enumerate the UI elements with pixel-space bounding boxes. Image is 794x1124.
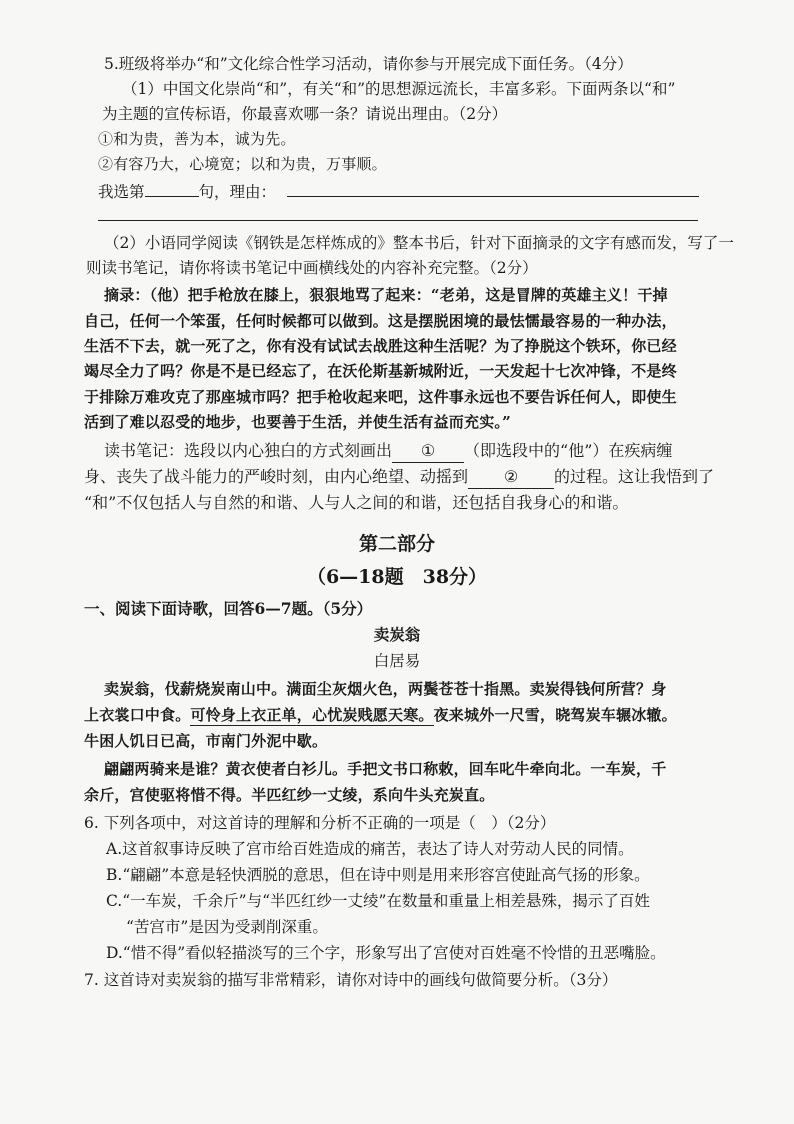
q5-sub1-line1: （1）中国文化崇尚“和”，有关“和”的思想源远流长，丰富多彩。下面两条以“和” [122, 80, 676, 98]
q5-option-1: ①和为贵，善为本，诚为先。 [98, 130, 296, 148]
part2-title: 第二部分 [358, 533, 435, 555]
note-text-d: 的过程。这让我悟到了 [554, 467, 715, 486]
q7-stem: 7. 这首诗对卖炭翁的描写非常精彩，请你对诗中的画线句做简要分析。（3分） [84, 971, 618, 989]
q5-choose-suffix: 句，理由： [198, 183, 277, 201]
section1-heading: 一、阅读下面诗歌，回答6—7题。（5分） [84, 599, 373, 618]
q5-sub2-line1: （2）小语同学阅读《钢铁是怎样炼成的》整本书后，针对下面摘录的文字有感而发，写了一 [104, 234, 734, 252]
excerpt-line-5: 于排除万难攻克了那座城市吗？把手枪收起来吧，这件事永远也不要告诉任何人，即使生 [84, 388, 677, 406]
poem-p1-line1: 卖炭翁，伐薪烧炭南山中。满面尘灰烟火色，两鬓苍苍十指黑。卖炭得钱何所营？身 [104, 680, 667, 698]
q5-sub1-line2: 为主题的宣传标语，你最喜欢哪一条？请说出理由。（2分） [102, 105, 508, 123]
poem-author: 白居易 [373, 652, 421, 670]
note-blank-1[interactable]: ① [392, 440, 464, 463]
q5-choose-row [98, 180, 276, 203]
note-text-a: 读书笔记：选段以内心独白的方式刻画出 [104, 441, 393, 460]
note-blank-2[interactable]: ② [468, 466, 554, 489]
poem-title: 卖炭翁 [373, 625, 421, 644]
poem-p1-line2 [84, 704, 677, 726]
poem-p2-line2: 余斤，宫使驱将惜不得。半匹红纱一丈绫，系向牛头充炭直。 [84, 786, 495, 804]
q5-sub2-line2: 则读书笔记，请你将读书笔记中画横线处的内容补充完整。（2分） [86, 259, 538, 277]
excerpt-line-3: 生活不下去，就一死了之，你有没有试试去战胜这种生活呢？为了挣脱这个铁环，你已经 [84, 337, 677, 355]
q5-reason-line-2[interactable] [98, 220, 698, 221]
q5-stem: 5.班级将举办“和”文化综合性学习活动，请你参与开展完成下面任务。（4分） [104, 55, 633, 73]
part2-subtitle: （6—18题 38分） [306, 566, 488, 588]
excerpt-line-2: 自己，任何一个笨蛋，任何时候都可以做到。这是摆脱困境的最怯懦最容易的一种办法， [84, 312, 677, 330]
reading-note-line-1 [104, 440, 672, 463]
excerpt-line-4: 竭尽全力了吗？你是不是已经忘了，在沃伦斯基新城附近，一天发起十七次冲锋，不是终 [84, 362, 677, 380]
note-text-c: 身、丧失了战斗能力的严峻时刻，由内心绝望、动摇到 [84, 467, 469, 486]
poem-p1-line2-end: 夜来城外一尺雪，晓驾炭车辗冰辙。 [433, 706, 677, 724]
q5-choice-blank[interactable] [145, 180, 199, 197]
reading-note-line-3: “和”不仅包括人与自然的和谐、人与人之间的和谐，还包括自我身心的和谐。 [84, 493, 629, 512]
note-text-b: （即选段中的“他”）在疾病缠 [464, 441, 673, 460]
q6-option-c-line2: “苦宫市”是因为受剥削深重。 [126, 918, 328, 936]
q5-reason-line-1[interactable] [287, 196, 699, 197]
poem-p1-line2-start: 上衣裳口中食。 [84, 706, 191, 724]
q5-choose-prefix: 我选第 [98, 183, 145, 201]
q5-option-2: ②有容乃大，心境宽；以和为贵，万事顺。 [98, 155, 387, 173]
poem-p1-line3: 牛困人饥日已高，市南门外泥中歇。 [84, 732, 328, 750]
excerpt-line-6: 活到了难以忍受的地步，也要善于生活，并使生活有益而充实。” [84, 413, 511, 431]
q6-option-d[interactable]: D.“惜不得”看似轻描淡写的三个字，形象写出了宫使对百姓毫不怜惜的丑恶嘴脸。 [106, 944, 666, 962]
q6-option-a[interactable]: A.这首叙事诗反映了宫市给百姓造成的痛苦，表达了诗人对劳动人民的同情。 [106, 840, 634, 858]
poem-p2-line1: 翩翩两骑来是谁？黄衣使者白衫儿。手把文书口称敕，回车叱牛牵向北。一车炭，千 [104, 760, 667, 778]
q6-option-c-line1[interactable]: C.“一车炭，千余斤”与“半匹红纱一丈绫”在数量和重量上相差悬殊，揭示了百姓 [106, 892, 650, 910]
poem-underlined-sentence: 可怜身上衣正单，心忧炭贱愿天寒。 [190, 706, 434, 724]
q6-stem: 6. 下列各项中，对这首诗的理解和分析不正确的一项是（ ）（2分） [84, 814, 556, 832]
excerpt-line-1: 摘录：（他）把手枪放在膝上，狠狠地骂了起来：“老弟，这是冒牌的英雄主义！干掉 [104, 286, 668, 304]
reading-note-line-2 [84, 466, 714, 489]
q6-option-b[interactable]: B.“翩翩”本意是轻快洒脱的意思，但在诗中则是用来形容宫使趾高气扬的形象。 [106, 866, 650, 884]
